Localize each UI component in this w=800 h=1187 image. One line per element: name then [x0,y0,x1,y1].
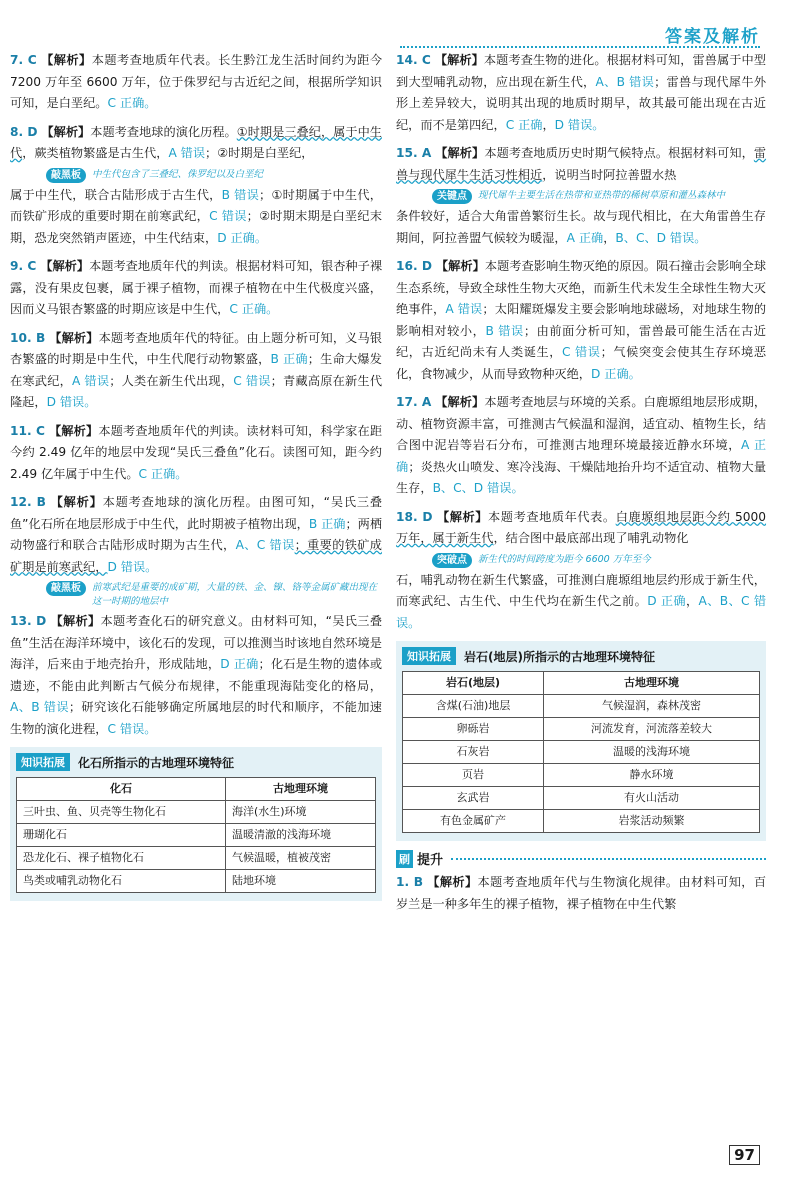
page-number: 97 [729,1145,760,1165]
table-row [17,847,376,870]
analysis-tag: 【解析】 [434,53,484,67]
question-number: 7. C [10,53,37,67]
table-row [17,801,376,824]
answer-14 [396,50,766,136]
answer-verdict: B 正确 [270,352,308,366]
table-cell: 卵砾岩 [403,718,544,741]
knowledge-tag: 知识拓展 [402,647,456,665]
answer-verdict: B 错误 [221,187,260,202]
analysis-text: ；②时期末期是白垩纪末期，恐龙突然销声匿迹，中生代结束， [10,209,383,245]
answer-verdict: B 正确 [308,516,346,531]
answer-verdict: D 正确 [647,594,686,608]
analysis-text: ， [685,594,699,608]
analysis-text: 本题考查地质年代表。 [488,509,616,524]
note-text: 中生代包含了三叠纪、侏罗纪以及白垩纪 [92,168,264,180]
analysis-tag: 【解析】 [50,495,103,509]
analysis-text: 本题考查生物的进化。根据材料可知，雷兽属于中型到大型哺乳动物，应出现在新生代， [396,53,767,89]
answer-verdict: A、C 错误 [235,538,295,552]
analysis-text: 本题考查地球的演化历程。 [90,124,237,139]
analysis-text: ；研究该化石能够确定所属地层的时代和顺序，不能加速生物的演化进程， [10,700,382,736]
table-row [17,870,376,893]
knowledge-tag: 知识拓展 [16,753,70,771]
analysis-tag: 【解析】 [427,875,478,889]
answer-verdict: A、B、C 错误。 [396,594,767,630]
analysis-text: ；两栖动物盛行和联合古陆形成时期为古生代， [10,516,383,552]
analysis-text: ，结合图中最底部出现了哺乳动物化 [493,531,689,545]
answer-15 [396,143,766,186]
analysis-tag: 【解析】 [48,423,99,438]
analysis-text: 本题考查地质年代表。长生黔江龙生活时间约为距今 7200 万年至 6600 万年，位于侏罗纪与古近纪之间，根据所学知识可知，是白垩纪。 [10,53,383,110]
analysis-tag: 【解析】 [41,53,92,67]
page-header [0,0,800,50]
underlined-text: 白鹿塬组地层距今约 5000 万年，属于新生代 [396,509,767,545]
table-cell: 温暖的浅海环境 [544,741,760,764]
table-cell: 珊瑚化石 [17,824,226,847]
analysis-text: ；人类在新生代出现， [109,373,234,388]
answer-11 [10,421,382,486]
table-cell: 三叶虫、鱼、贝壳等生物化石 [17,801,226,824]
answer-verdict: A 正确 [396,438,767,474]
answer-10 [10,328,382,414]
analysis-text: ；①时期属于中生代，而铁矿形成的重要时期在前寒武纪， [10,187,382,223]
table-cell: 河流发育，河流落差较大 [544,718,760,741]
table-row [403,695,760,718]
table-row [403,810,760,833]
table-cell: 海洋(水生)环境 [225,801,375,824]
question-number: 1. B [396,875,424,889]
question-number: 9. C [10,259,37,273]
rock-table [402,671,760,833]
underlined-text: ；重要的铁矿成矿期是前寒武纪， [10,538,382,574]
question-number: 15. A [396,146,432,160]
analysis-tag: 【解析】 [436,509,489,524]
knowledge-box-header [16,753,376,771]
fossil-table [16,777,376,893]
header-divider [400,46,760,48]
knowledge-title: 岩石(地层)所指示的古地理环境特征 [464,649,655,664]
knowledge-box [10,747,382,901]
answer-verdict: A、B 错误 [595,74,655,89]
answer-18-cont [396,570,766,635]
header-title: 答案及解析 [665,27,760,47]
question-number: 8. D [10,124,38,139]
table-cell: 岩浆活动频繁 [544,810,760,833]
answer-verdict: B 错误 [485,323,524,338]
table-row [403,787,760,810]
analysis-text: 本题考查影响生物灭绝的原因。陨石撞击会影响全球生态系统，导致全球性生物大灭绝，而新生代未发生全球性生物大灭绝事件， [396,259,767,316]
question-number: 12. B [10,495,46,509]
analysis-text: ；雷兽与现代犀牛外形上差异较大，说明其出现的地质时期早，故其最可能出现在古近纪，而不是第四纪， [396,74,767,132]
answer-verdict: D 正确。 [591,366,641,381]
underlined-text: 雷兽与现代犀牛生活习性相近 [396,146,767,182]
side-note [432,553,766,568]
analysis-text: 属于中生代，联合古陆形成于古生代， [10,187,222,202]
section-title: 提升 [417,853,444,868]
analysis-tag: 【解析】 [49,330,99,345]
question-number: 14. C [396,53,431,67]
answer-verdict: D 正确 [220,657,259,671]
analysis-tag: 【解析】 [50,614,101,628]
table-cell: 静水环境 [544,764,760,787]
answer-verdict: D 错误。 [554,117,605,132]
table-header: 岩石(地层) [403,672,544,695]
right-column [396,50,766,922]
answer-verdict: C 正确。 [138,466,188,481]
question-number: 17. A [396,395,432,409]
left-column [10,50,382,909]
answer-9 [10,256,382,321]
analysis-text: 本题考查地质年代的特征。由上题分析可知，义马银杏繁盛的时期是中生代，中生代爬行动物繁盛， [10,330,382,366]
note-badge-icon: 关键点 [432,189,472,204]
answer-1 [396,872,766,915]
analysis-text: ；太阳耀斑爆发主要会影响地球磁场，对地球生物的影响相对较小， [396,302,767,338]
analysis-text: 本题考查地质年代的判读。根据材料可知，银杏种子裸露，没有果皮包裹，属于裸子植物，而裸子植物在中生代极度兴盛，因而义马银杏繁盛的时期应该是中生代， [10,259,383,316]
note-badge-icon: 突破点 [432,553,472,568]
analysis-text: 条件较好，适合大角雷兽繁衍生长。故与现代相比，在大角雷兽生存期间，阿拉善盟气候较为暖湿， [396,209,766,245]
knowledge-box [396,641,766,841]
answer-8-cont [10,185,382,250]
question-number: 18. D [396,509,433,524]
table-header: 化石 [17,778,226,801]
analysis-text: ；炎热火山喷发、寒冷浅海、干燥陆地抬升均不适宜动、植物大量生存， [396,459,767,495]
table-cell: 有火山活动 [544,787,760,810]
table-header: 古地理环境 [225,778,375,801]
side-note [46,581,382,609]
analysis-tag: 【解析】 [41,124,91,139]
question-number: 16. D [396,259,432,273]
analysis-tag: 【解析】 [435,146,485,160]
table-row [403,764,760,787]
knowledge-title: 化石所指示的古地理环境特征 [78,755,235,770]
analysis-text: 本题考查地层与环境的关系。白鹿塬组地层形成期，动、植物资源丰富，可推测古气候温和湿润，适宜动、植物生长，结合图中泥岩等岩石分布，可推测古地理环境最接近静水环境， [396,395,767,452]
analysis-text: ；气候突变会使其生存环境恶化，食物减少，从而导致物种灭绝， [396,345,767,381]
answer-verdict: A 正确 [566,230,604,245]
analysis-text: ， [542,117,555,132]
analysis-text: ；青藏高原在新生代隆起， [10,373,383,409]
note-badge-icon: 敲黑板 [46,581,86,596]
divider [451,858,766,860]
answer-verdict: B、C、D 错误。 [432,481,524,495]
note-badge-icon: 敲黑板 [46,168,86,183]
analysis-text: ；②时期是白垩纪， [205,146,314,160]
analysis-text: ；由前面分析可知，雷兽最可能生活在古近纪，古近纪尚未有人类诞生， [396,323,766,359]
answer-8 [10,122,382,165]
table-cell: 玄武岩 [403,787,544,810]
answer-12 [10,492,382,578]
answer-verdict: A 错误 [445,302,483,316]
answer-verdict: D 错误。 [46,395,97,409]
answer-verdict: C 错误 [562,345,601,359]
analysis-text: 本题考查地质年代的判读。读材料可知，科学家在距今约 2.49 亿年的地层中发现“吴氏三叠鱼”化石。读图可知，距今约 2.49 亿年属于中生代。 [10,423,383,481]
answer-7 [10,50,382,115]
analysis-text: ，蕨类植物繁盛是古生代， [22,146,169,160]
answer-verdict: C 错误 [209,209,247,223]
table-cell: 气候温暖，植被茂密 [225,847,375,870]
table-cell: 鸟类或哺乳动物化石 [17,870,226,893]
side-note [432,189,766,204]
underlined-text: ①时期是三叠纪，属于中生代 [10,124,382,160]
answer-13 [10,611,382,740]
answer-17 [396,392,766,500]
note-text: 现代犀牛主要生活在热带和亚热带的稀树草原和灌丛森林中 [478,190,726,201]
note-text: 前寒武纪是重要的成矿期，大量的铁、金、镍、铬等金属矿藏出现在这一时期的地层中 [92,582,378,607]
analysis-text: ， [603,230,616,245]
answer-verdict: D 错误。 [107,559,158,574]
answer-verdict: C 错误。 [107,721,157,736]
question-number: 10. B [10,330,46,345]
table-header: 古地理环境 [544,672,760,695]
analysis-text: 本题考查地质历史时期气候特点。根据材料可知， [484,146,754,160]
analysis-tag: 【解析】 [40,259,90,273]
knowledge-box-header [402,647,760,665]
analysis-text: ；化石是生物的遗体或遗迹，不能由此判断古气候分布规律，不能重现海陆变化的格局， [10,657,383,693]
analysis-text: ，说明当时阿拉善盟水热 [542,167,677,182]
analysis-text: 本题考查地质年代与生物演化规律。由材料可知，百岁兰是一种多年生的裸子植物，裸子植物在中生代繁 [396,875,767,911]
question-number: 11. C [10,423,45,438]
answer-16 [396,256,766,385]
answer-verdict: C 正确。 [107,96,157,110]
answer-verdict: C 正确 [505,117,543,132]
answer-verdict: D 正确。 [217,230,268,245]
analysis-text: ；生命大爆发在寒武纪， [10,352,382,388]
analysis-tag: 【解析】 [435,395,485,409]
answer-verdict: C 正确。 [229,302,279,316]
table-row [403,741,760,764]
analysis-text: 本题考查地球的演化历程。由图可知，“吴氏三叠鱼”化石所在地层形成于中生代，此时期被子植物出现， [10,495,383,531]
table-cell: 有色金属矿产 [403,810,544,833]
answer-18 [396,507,766,550]
question-number: 13. D [10,614,47,628]
table-cell: 石灰岩 [403,741,544,764]
table-row [17,824,376,847]
table-cell: 页岩 [403,764,544,787]
table-cell: 陆地环境 [225,870,375,893]
analysis-text: 本题考查化石的研究意义。由材料可知，“吴氏三叠鱼”生活在海洋环境中，该化石的发现，可以推测当时该地自然环境是海洋，后来由于地壳抬升，形成陆地， [10,614,383,671]
answer-15-cont [396,206,766,249]
table-cell: 恐龙化石、裸子植物化石 [17,847,226,870]
note-text: 新生代的时间跨度为距今 6600 万年至今 [478,553,651,565]
section-heading-improve [396,849,766,868]
answer-verdict: A、B 错误 [10,700,69,714]
brush-icon: 刷 [396,850,413,868]
analysis-tag: 【解析】 [435,259,485,273]
table-row [403,718,760,741]
answer-verdict: A 错误 [72,373,110,388]
table-cell: 温暖清澈的浅海环境 [225,824,375,847]
answer-verdict: B、C、D 错误。 [615,230,707,245]
answer-verdict: C 错误 [233,373,271,388]
side-note [46,168,382,183]
table-cell: 含煤(石油)地层 [403,695,544,718]
answer-verdict: A 错误 [168,146,206,160]
table-cell: 气候湿润，森林茂密 [544,695,760,718]
analysis-text: 石，哺乳动物在新生代繁盛，可推测白鹿塬组地层约形成于新生代，而寒武纪、古生代、中生代均在新生代之前。 [396,572,766,608]
